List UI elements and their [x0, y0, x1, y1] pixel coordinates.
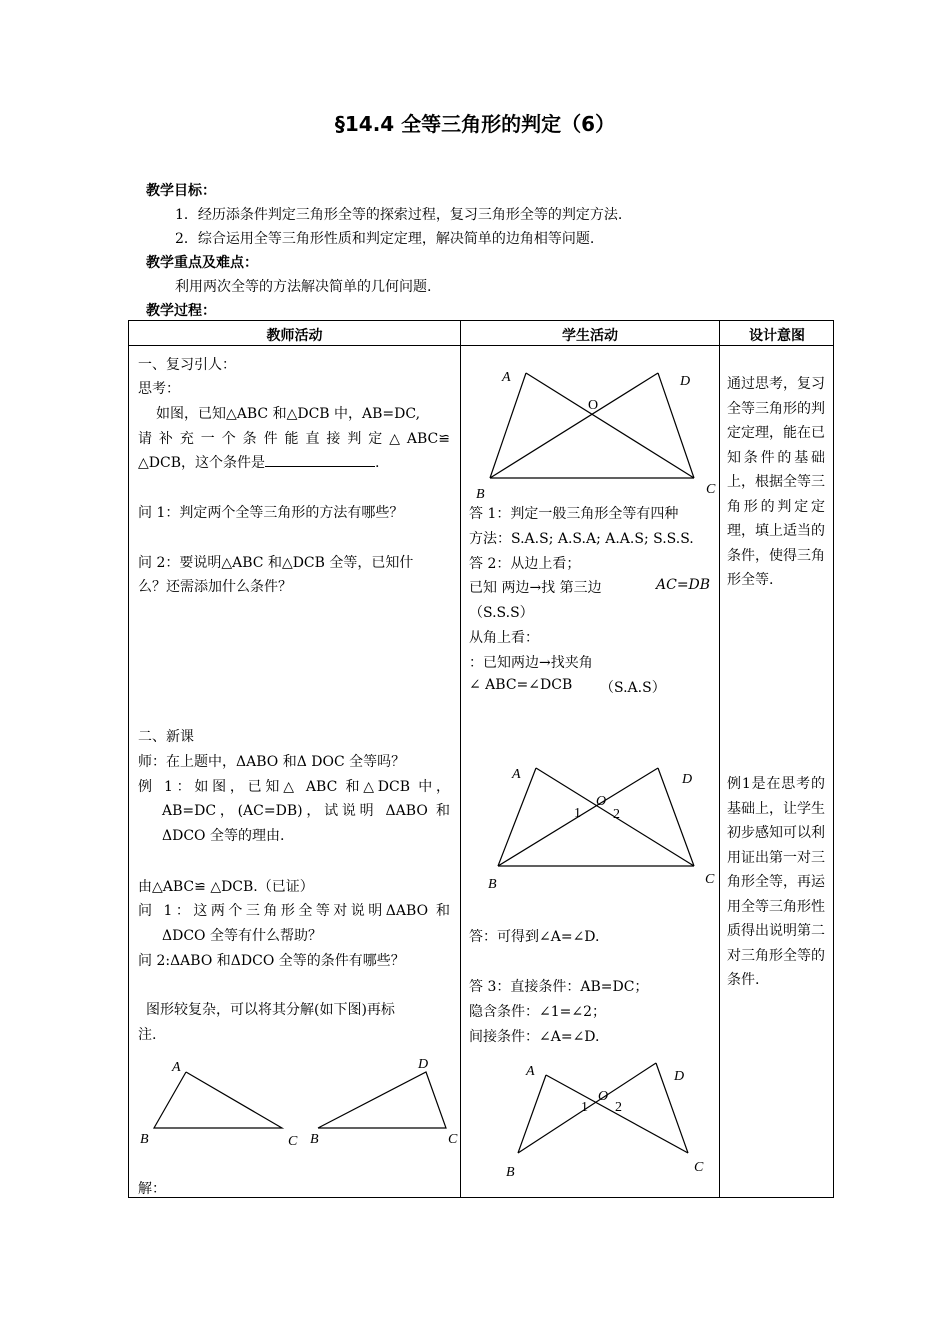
label-d: D — [418, 1057, 429, 1072]
bowtie-figure — [462, 1055, 722, 1185]
answer-a: 答：可得到∠A=∠D. — [469, 929, 600, 945]
answer-2e: ：已知两边→找夹角 — [469, 655, 593, 671]
example-1a: 例 1：如图，已知△ ABC 和△DCB 中， — [138, 779, 450, 795]
label-b: B — [488, 877, 497, 892]
segment-ac — [526, 373, 694, 478]
label-angle-2: 2 — [615, 1100, 622, 1115]
decompose-text-b: 注. — [138, 1027, 157, 1043]
label-d: D — [674, 1069, 685, 1084]
label-angle-2: 2 — [613, 807, 620, 822]
label-b: B — [310, 1132, 319, 1147]
segment-ab — [490, 373, 526, 478]
review-title: 一、复习引人： — [138, 357, 236, 373]
label-c: C — [448, 1132, 458, 1147]
answer-1a: 答 1：判定一般三角形全等有四种 — [469, 506, 679, 522]
answer-2f-rule: （S.A.S） — [600, 680, 666, 696]
label-b: B — [140, 1132, 149, 1147]
process-heading: 教学过程： — [146, 303, 216, 319]
label-d: D — [680, 374, 691, 389]
page-title: §14.4 全等三角形的判定（6） — [334, 112, 616, 136]
objective-2: 2．综合运用全等三角形性质和判定定理，解决简单的边角相等问题. — [175, 231, 595, 247]
label-o: O — [588, 398, 599, 413]
example-1c: ΔDCO 全等的理由. — [162, 828, 285, 844]
triangle-abo — [154, 1072, 282, 1128]
segment-db — [490, 373, 658, 478]
answer-3c: 间接条件：∠A=∠D. — [469, 1029, 600, 1045]
answer-blank[interactable] — [265, 454, 375, 467]
segment-ab — [518, 1075, 546, 1153]
design-intent-1: 通过思考，复习全等三角形的判定定理，能在已知条件的基础上，根据全等三角形的判定定理，填上适当的条件，使得三角形全等. — [727, 376, 825, 588]
decompose-text-a: 图形较复杂，可以将其分解(如下图)再标 — [146, 1002, 395, 1018]
label-d: D — [682, 772, 693, 787]
solution-label: 解： — [138, 1181, 166, 1197]
decomposed-triangles-figure — [130, 1050, 460, 1150]
answer-2f: ∠ ABC=∠DCB — [469, 677, 573, 693]
new-lesson-title: 二、新课 — [138, 729, 194, 745]
label-b: B — [506, 1165, 515, 1180]
question-1b-a: 问 1：这两个三角形全等对说明ΔABO 和 — [138, 903, 450, 919]
label-a: A — [172, 1060, 181, 1075]
label-c: C — [705, 872, 715, 887]
keypoints-heading: 教学重点及难点： — [146, 255, 258, 271]
triangle-dco — [318, 1072, 446, 1128]
segment-ab — [498, 768, 536, 866]
label-angle-1: 1 — [574, 806, 581, 821]
answer-3a: 答 3：直接条件：AB=DC； — [469, 979, 649, 995]
objectives-heading: 教学目标： — [146, 183, 216, 199]
think-text-3b: . — [375, 455, 380, 471]
header-student: 学生活动 — [562, 328, 618, 344]
question-2c: 问 2:ΔABO 和ΔDCO 全等的条件有哪些？ — [138, 953, 405, 969]
question-2b: 么？还需添加什么条件？ — [138, 579, 292, 595]
answer-2b: 已知 两边→找 第三边 — [469, 580, 602, 596]
question-1: 问 1：判定两个全等三角形的方法有哪些？ — [138, 505, 404, 521]
design-intent-2: 例1是在思考的基础上，让学生初步感知可以利用证出第一对三角形全等，再运用全等三角形性质得出说明第二对三角形全等的条件. — [727, 776, 825, 988]
think-label: 思考： — [138, 381, 180, 397]
label-a: A — [512, 767, 521, 782]
label-o: O — [596, 794, 607, 809]
new-lesson-question: 师：在上题中，ΔABO 和Δ DOC 全等吗？ — [138, 754, 406, 770]
quadrilateral-figure-1 — [462, 360, 722, 505]
label-a: A — [526, 1064, 535, 1079]
label-c: C — [694, 1160, 704, 1175]
label-c: C — [706, 482, 716, 497]
quadrilateral-figure-2 — [462, 756, 722, 896]
label-c: C — [288, 1134, 298, 1149]
column-divider — [460, 321, 461, 1197]
label-o: O — [598, 1089, 609, 1104]
answer-3b: 隐含条件：∠1=∠2； — [469, 1004, 607, 1020]
header-teacher: 教师活动 — [266, 328, 323, 344]
think-text-3a: △DCB，这个条件是 — [138, 455, 265, 471]
question-2a: 问 2：要说明△ABC 和△DCB 全等，已知什 — [138, 555, 414, 571]
example-1b: AB=DC，(AC=DB)，试说明 ΔABO 和 — [162, 803, 450, 819]
think-text-3 — [138, 452, 379, 472]
question-1b-b: ΔDCO 全等有什么帮助？ — [162, 928, 322, 944]
answer-2c: （S.S.S） — [469, 605, 534, 621]
keypoints-text: 利用两次全等的方法解决简单的几何问题. — [175, 279, 432, 295]
answer-1b: 方法：S.A.S; A.S.A; A.A.S; S.S.S. — [469, 531, 694, 547]
think-text-2: 请补充一个条件能直接判定△ABC≌ — [138, 431, 450, 447]
header-divider — [129, 345, 833, 346]
answer-2d: 从角上看： — [469, 630, 539, 646]
objective-1: 1．经历添条件判定三角形全等的探索过程，复习三角形全等的判定方法. — [175, 207, 623, 223]
label-b: B — [476, 487, 485, 502]
answer-2a: 答 2：从边上看； — [469, 556, 581, 572]
header-design: 设计意图 — [749, 328, 805, 344]
answer-2b-eq: AC=DB — [656, 577, 711, 593]
think-text-1: 如图，已知△ABC 和△DCB 中，AB=DC, — [156, 406, 421, 422]
label-a: A — [502, 370, 511, 385]
label-angle-1: 1 — [581, 1100, 588, 1115]
proved-text: 由△ABC≌ △DCB.（已证） — [138, 879, 314, 895]
